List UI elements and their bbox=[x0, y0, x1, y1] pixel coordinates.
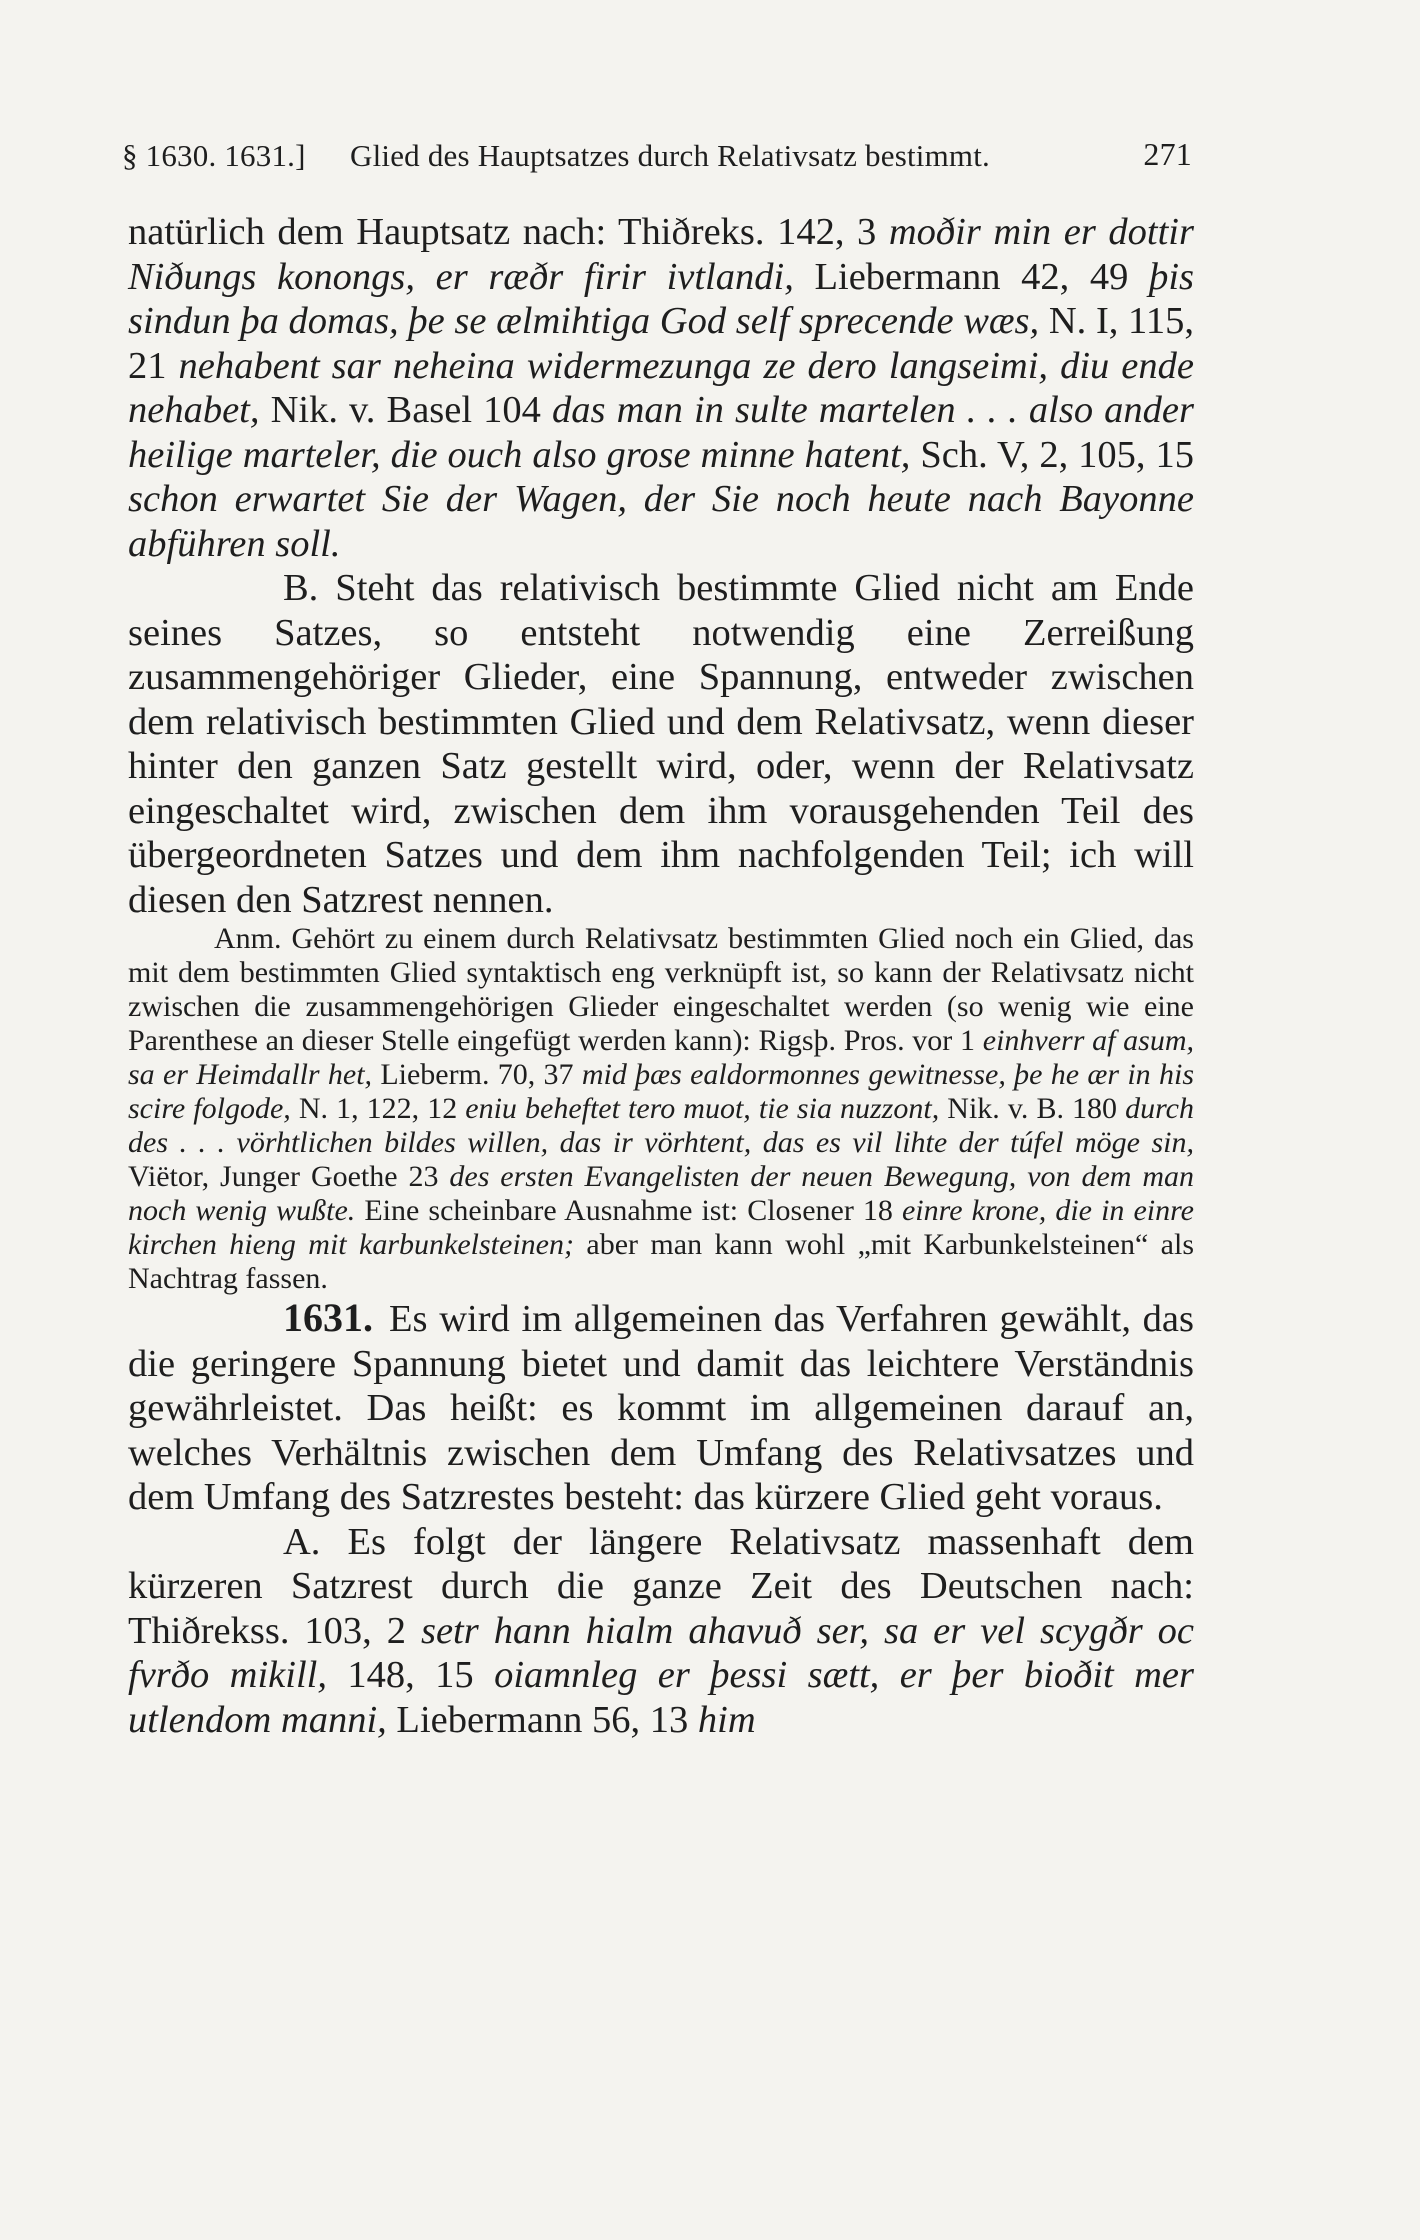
page-number: 271 bbox=[1143, 136, 1192, 172]
annotation-note bbox=[128, 922, 1194, 1296]
text-run: A. Es folgt der längere Relativsatz massenhaft dem kürzeren Satzrest durch die ganze Zeit des Deutschen nach: Thiðrekss. 103, 2 bbox=[128, 1520, 1194, 1652]
section-reference: § 1630. 1631.] bbox=[122, 138, 306, 173]
example-quote: eniu beheftet tero muot, tie sia nuzzont, bbox=[465, 1092, 940, 1125]
paragraph-examples bbox=[128, 210, 1194, 566]
example-quote: mid þæs ealdormonnes gewitnesse, þe he ær in his scire folgode, bbox=[128, 1058, 1194, 1125]
text-run: natürlich dem Hauptsatz nach: Thiðreks. 142, 3 bbox=[128, 211, 889, 253]
example-quote: þis sindun þa domas, þe se ælmihtiga God self sprecende wæs, bbox=[128, 255, 1195, 342]
example-quote: nehabent sar neheina widermezunga ze dero langseimi, diu ende nehabet, bbox=[128, 344, 1194, 431]
text-run: N. I, 115, 21 bbox=[128, 300, 1195, 387]
main-text bbox=[128, 210, 1194, 1742]
text-run: Sch. V, 2, 105, 15 bbox=[910, 433, 1194, 476]
text-run: Nik. v. Basel 104 bbox=[259, 389, 552, 431]
example-quote: setr hann hialm ahavuð ser, sa er vel scygðr oc fvrðo mikill, bbox=[128, 1609, 1194, 1696]
text-run: 148, 15 bbox=[326, 1654, 495, 1696]
text-run: Liebermann 56, 13 bbox=[386, 1698, 698, 1741]
example-quote: moðir min er dottir Niðungs konongs, er ræðr firir ivtlandi, bbox=[128, 211, 1194, 298]
text-run: Es wird im allgemeinen das Verfahren gewählt, das die geringere Spannung bietet und damit das leichtere Verständnis gewährleistet. Das heißt: es kommt im allgemeinen darauf an, welches Verhältnis zwischen dem Umfang des Relativsatzes und dem Umfang des Satzrestes besteht: das kürzere Glied geht voraus. bbox=[128, 1298, 1194, 1518]
text-run: N. 1, 122, 12 bbox=[290, 1092, 466, 1125]
text-run: Eine scheinbare Ausnahme ist: Closener 18 bbox=[355, 1194, 902, 1227]
running-header bbox=[122, 130, 1192, 176]
text-run: Viëtor, Junger Goethe 23 bbox=[128, 1160, 450, 1193]
example-quote: einhverr af asum, sa er Heimdallr het, bbox=[128, 1024, 1195, 1091]
text-run: Anm. Gehört zu einem durch Relativsatz bestimmten Glied noch ein Glied, das mit dem bestimmten Glied syntaktisch eng verknüpft ist, so kann der Relativsatz nicht zwischen die zusammengehörigen Glieder eingeschaltet werden (so wenig wie eine Parenthese an dieser Stelle eingefügt werden kann): Rigsþ. Pros. vor 1 bbox=[128, 922, 1194, 1057]
text-run: Liebermann 42, 49 bbox=[793, 255, 1150, 298]
text-run: aber man kann wohl „mit Karbunkelsteinen“ als Nachtrag fassen. bbox=[128, 1228, 1194, 1295]
example-quote: des ersten Evangelisten der neuen Bewegung, von dem man noch wenig wußte. bbox=[128, 1160, 1195, 1227]
paragraph-a bbox=[128, 1520, 1194, 1743]
text-run: Nik. v. B. 180 bbox=[939, 1092, 1126, 1125]
example-quote: oiamnleg er þessi sætt, er þer bioðit mer utlendom manni, bbox=[128, 1654, 1194, 1741]
section-1631 bbox=[128, 1296, 1194, 1520]
example-quote: durch des . . . vörhtlichen bildes willen, das ir vörhtent, das es vil lihte der túfel möge sin, bbox=[128, 1092, 1195, 1159]
section-number: 1631. bbox=[283, 1295, 373, 1340]
example-quote: einre krone, die in einre kirchen hieng mit karbunkelsteinen; bbox=[128, 1194, 1194, 1261]
paragraph-b: B. Steht das relativisch bestimmte Glied nicht am Ende seines Satzes, so entsteht notwendig eine Zerreißung zusammengehöriger Glieder, eine Spannung, entweder zwischen dem relativisch bestimmten Glied und dem Relativsatz, wenn dieser hinter den ganzen Satz gestellt wird, oder, wenn der Relativsatz eingeschaltet wird, zwischen dem ihm vorausgehenden Teil des übergeordneten Satzes und dem ihm nachfolgenden Teil; ich will diesen den Satzrest nennen. bbox=[128, 567, 1194, 921]
running-title: Glied des Hauptsatzes durch Relativsatz bestimmt. bbox=[350, 138, 990, 173]
text-run: Lieberm. 70, 37 bbox=[372, 1058, 582, 1091]
example-quote: him bbox=[697, 1698, 756, 1741]
example-quote: das man in sulte martelen . . . also ander heilige marteler, die ouch also grose minne hatent, bbox=[128, 389, 1194, 476]
example-quote: schon erwartet Sie der Wagen, der Sie noch heute nach Bayonne abführen soll. bbox=[128, 478, 1194, 565]
